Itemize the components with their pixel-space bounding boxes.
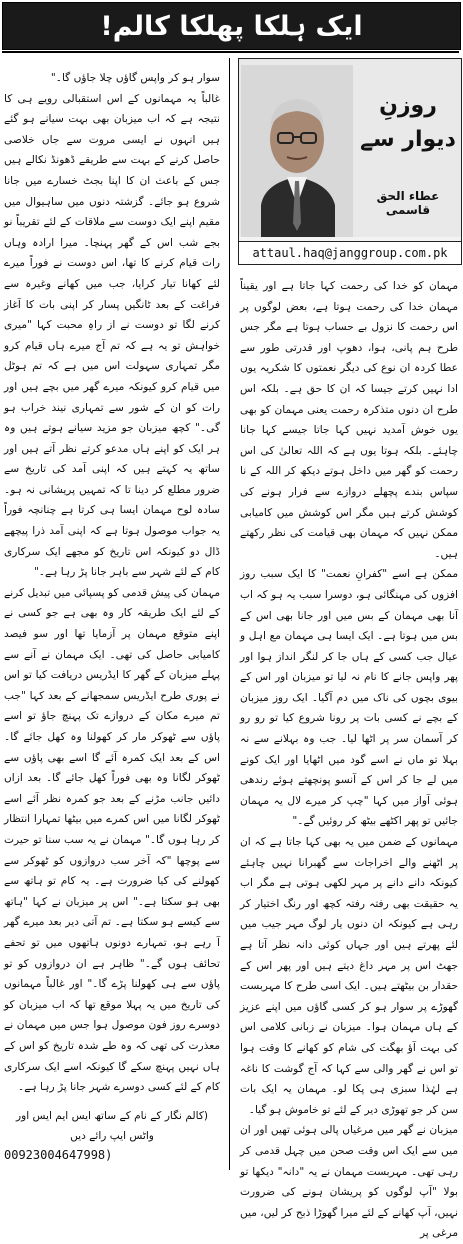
column-series-name: روزنِ دیوار سے [360,93,456,152]
column-header-bar [2,2,461,50]
sms-feedback-note: (کالم نگار کے نام کے ساتھ ایس ایم ایس اور واٹس ایپ رائے دیں [15,1110,209,1142]
paragraph: میزبان نے گھر میں مرغیاں پالی ہوئی تھیں اور ان میں سے ایک اس وقت صحن میں چہل قدمی کر رہی تھی۔ مہربست مہمان نے یہ "دانہ" دیکھا تو بولا "آپ لوگوں کو پریشان ہونے کی ضرورت نہیں، آپ کھانے کے لئے میرا گھوڑا ذبح کر لیں، میں مرغی پر [240,1124,458,1240]
paragraph: سوار ہو کر واپس گاؤں چلا جاؤں گا۔" [50,72,220,84]
paragraph: مہمانوں کے ضمن میں یہ بھی کہا جاتا ہے کہ ان پر اٹھنے والے اخراجات سے گھبرانا نہیں چاہئے کیونکہ دانے دانے پر مہر لکھی ہوتی ہے مگر اب یہ حقیقت بھی رفتہ رفتہ کچھ اور رنگ اختیار کر رہی ہے کیونکہ ان دنوں یار لوگ مہر جیب میں لئے پھرتے ہیں اور جہاں کوئی دانہ نظر آتا ہے جھٹ اس پر مہر داغ دیتے ہیں اور پھر اس کے حقدار بن بیٹھتے ہیں۔ ایک اسی طرح کا مہربست گھوڑے پر سوار ہو کر کسی گاؤں میں اپنے عزیز کے ہاں مہمان ہوا۔ میزبان نے زبانی کلامی اس کی بہت آؤ بھگت کی شام کو کھانے کا وقت ہوا تو اس نے گھر والی سے کہا کہ آج گوشت کا ناغہ ہے لہٰذا سبزی ہی پکا لو۔ مہمان یہ ایک بات سن کر جو تھوڑی دیر کے لئے تو خاموش ہو گیا۔ [240,836,458,1116]
paragraph: ممکن ہے اسے "کفرانِ نعمت" کا ایک سبب روز افزوں کی مہنگائی ہو، دوسرا سبب یہ ہو کہ اب آنا بھی مہمان کے بس میں اور جانا بھی اس کے بس میں ہوتا ہے۔ ایک ایسا ہی مہمان مع اہل و عیال جب کسی کے ہاں جا کر لنگر انداز ہوا اور پھر واپس جانے کا نام نہ لیا تو میزبان اور اس کے بیوی بچوں کی ناک میں دم آگیا۔ ایک روز میزبان کے بچے نے کسی بات پر رونا شروع کیا تو رو رو کر آسمان سر پر اٹھا لیا۔ جب وہ بہلانے سے نہ بہلا تو ماں نے اسے گود میں اٹھایا اور ایک کونے میں لے جا کر اس کے آنسو پونچھتے ہوئے رندھی ہوئی آواز میں کہا "چپ کر میرے لال یہ مہمان جائیں تو پھر اکٹھے بیٹھ کر روئیں گے۔" [240,568,458,828]
left-text-column [4,68,220,1103]
right-text-column [240,276,458,1240]
paragraph: مہمان کو خدا کی رحمت کہا جاتا ہے اور یقیناً مہمان خدا کی رحمت ہوتا ہے، بعض لوگوں پر اس رحمت کا نزول بے حساب ہوتا ہے مگر جس طرح ہم پانی، ہوا، دھوپ اور قدرتی طور سے عطا کردہ ان نوع کی دیگر نعمتوں کا شکریہ یوں ادا نہیں کرتے جیسا کہ ان کا حق ہے۔ بلکہ اس طرح ان دنوں متذکرہ رحمت یعنی مہمان کو بھی یوں خوش آمدید نہیں کہا جاتا جیسے کہا جانا چاہئے۔ بلکہ ہوتا یوں ہے کہ اللہ تعالیٰ کی اس رحمت کو گھر میں داخل ہوتے دیکھ کر اللہ کے نا سپاس بندے پچھلے دروازے سے فرار ہونے کی کوشش کرتے ہیں مگر اس کوشش میں کامیابی ممکن نہیں کہ مہمان بھی قیامت کی نظر رکھتے ہیں۔ [240,280,458,560]
author-email: attaul.haq@janggroup.com.pk [239,241,461,264]
column-divider [229,58,230,1170]
author-portrait-image [241,65,353,237]
author-name: عطاء الحق قاسمی [376,189,440,217]
byline-box [238,58,462,265]
feedback-phone-number: 00923004647998) [4,1148,113,1162]
column-title: ایک ہلکا پھلکا کالم! [100,10,363,42]
paragraph: مہمان کی پیش قدمی کو پسپائی میں تبدیل کرنے کے لئے ایک طریقہ کار وہ بھی ہے جو کسی نے اپنے متوقع مہمان پر آزمایا تھا اور سو فیصد کامیابی حاصل کی تھی۔ ایک مہمان نے آنے سے پہلے میزبان کے گھر کا ایڈریس دریافت کیا تو اس نے پوری طرح ایڈریس سمجھانے کے بعد کہا "جب تم میرے مکان کے دروازے تک پہنچ جاؤ تو اسے پاؤں سے ٹھوکر مار کر کھولنا وہ کھل جائے گا۔ اس کے بعد ایک کمرہ آئے گا اسے بھی پاؤں سے ٹھوکر لگانا وہ بھی فوراً کھل جائے گا۔ بعد ازاں دائیں جانب مڑنے کے بعد جو کمرہ نظر آئے اسے ٹھوکر لگانا میں اس کمرے میں بیٹھا تمہارا انتظار کر رہا ہوں گا۔" مہمان نے یہ سب سنا تو حیرت سے پوچھا "کہ آخر سب دروازوں کو ٹھوکر سے کھولنے کی کیا ضرورت ہے۔ یہ کام تو ہاتھ سے بھی ہو سکتا ہے۔" اس پر میزبان نے کہا "ہاتھ سے کیسے ہو سکتا ہے۔ تم آتی دیر بعد میرے گھر آ رہے ہو، تمہارے دونوں ہاتھوں میں تو تحفے تحائف ہوں گے۔" ظاہر ہے ان دروازوں کو تو پاؤں سے ہی کھولنا پڑے گا۔" اور غالباً مہمانوں کی تاریخ میں یہ پہلا موقع تھا کہ اب میزبان کو دوسرے روز فون موصول ہوا جس میں مہمان نے معذرت کی تھی کہ وہ طے شدہ تاریخ کو اس کے ہاں نہیں پہنچ سکے گا کیونکہ اسے ایک سرکاری کام کے لئے کسی دوسرے شہر جانا پڑ رہا ہے۔ [4,586,220,1094]
header-rule [2,51,459,53]
paragraph: غالباً یہ مہمانوں کے اس استقبالی رویے ہی کا نتیجہ ہے کہ اب میزبان بھی بہت سیانے ہو گئے ہیں انہوں نے ایسی مروت سے جاں خلاصی حاصل کرنے کے بہت سے طریقے ڈھونڈ نکالے ہیں جس کے باعث ان کا اپنا بجٹ خسارے میں جانا شروع ہو جائے۔ گزشتہ دنوں میں ساہیوال میں مقیم اپنے ایک دوست سے ملاقات کے لئے تقریباً نو بجے شب اس کے گھر پہنچا۔ میرا ارادہ وہاں رات قیام کرنے کا تھا، اس دوست نے فوراً میرے لئے کھانا تیار کرایا، جب میں کھانے وغیرہ سے فراغت کے بعد ٹانگیں پسار کر اپنی بات کا آغاز کرنے لگا تو دوست نے از راہِ محبت کہا "میری خواہش تو یہ ہے کہ تم آج میرے ہاں قیام کرو مگر تمہاری سہولت اس میں ہے کہ تم ہوٹل میں قیام کرو کیونکہ میرے گھر میں بچے ہیں اور رات کو ان کے شور سے تمہاری نیند خراب ہو گی۔" کچھ میزبان جو مزید سیانے ہوتے ہیں وہ ہر ایک کو اپنے ہاں مدعو کرتے نظر آتے ہیں اور ساتھ یہ کہتے ہیں کہ اپنی آمد کی تاریخ سے ضرور مطلع کر دینا تا کہ تمہیں پریشانی نہ ہو۔ سادہ لوح مہمان ایسا ہی کرتا ہے چنانچہ فوراً یہ جواب موصول ہوتا ہے کہ اپنی آمد ذرا پیچھے ڈال دو کیونکہ اس تاریخ کو مجھے ایک سرکاری کام کے لئے شہر سے باہر جانا پڑ رہا ہے۔" [4,92,220,579]
